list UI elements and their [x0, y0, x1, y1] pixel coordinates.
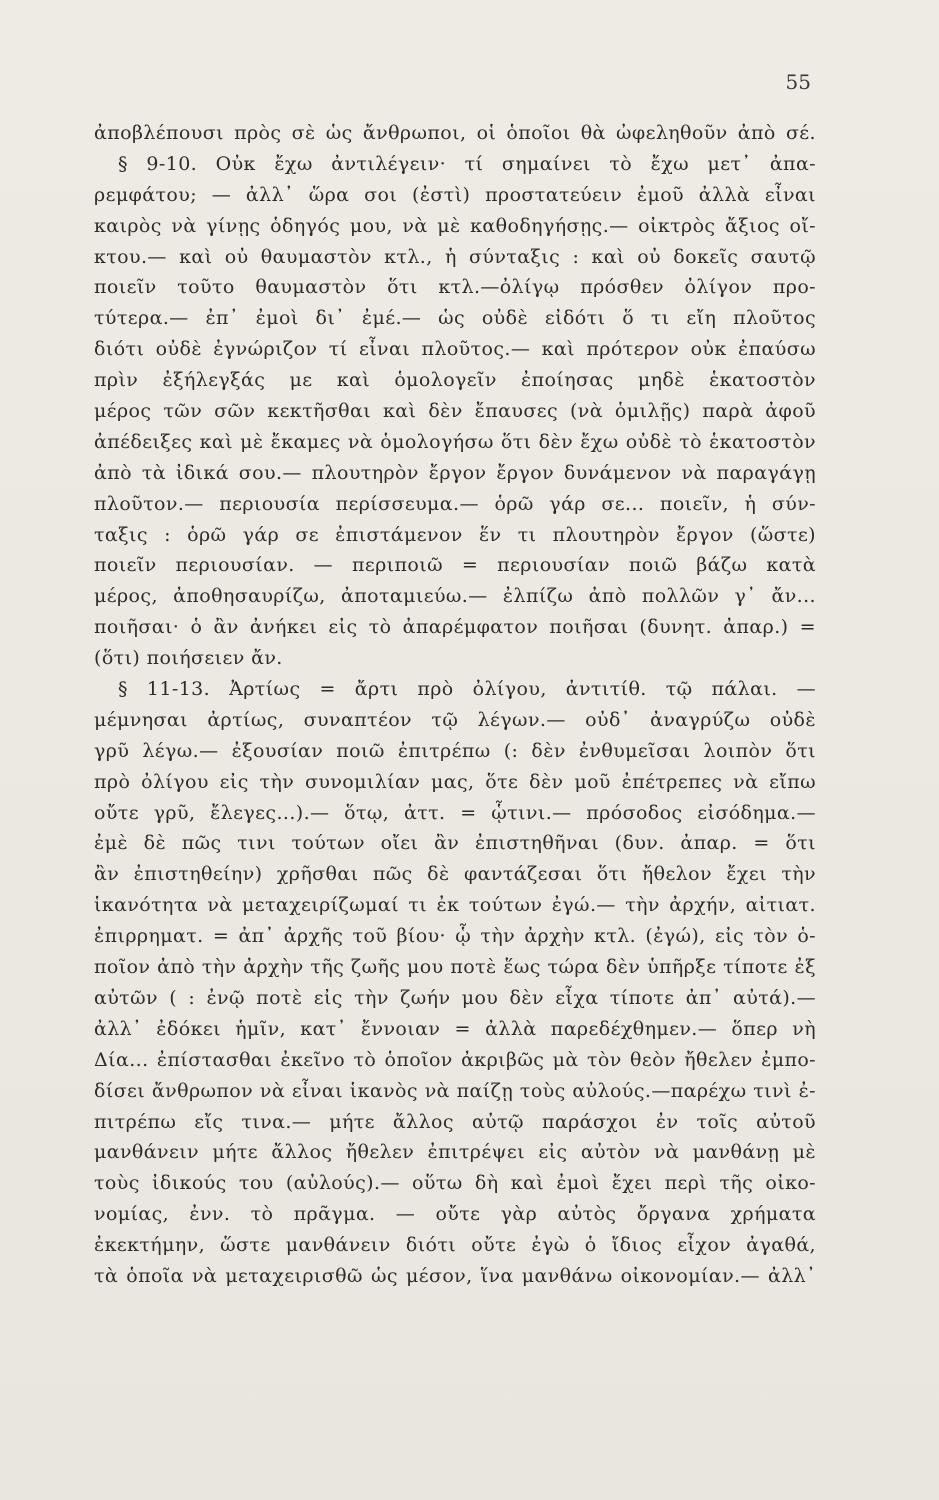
text-line: νομίας, ἐνν. τὸ πρᾶγμα. — οὔτε γὰρ αὐτὸς ὄργανα χρήματα	[94, 1203, 816, 1226]
text-line: πρὸ ὀλίγου εἰς τὴν συνομιλίαν μας, ὅτε δὲν μοῦ ἐπέτρεπες νὰ εἴπω	[94, 770, 816, 793]
text-line: αὐτῶν ( : ἐνῷ ποτὲ εἰς τὴν ζωήν μου δὲν εἶχα τίποτε ἀπ᾽ αὐτά).—	[94, 986, 816, 1009]
text-line: ἐκεκτήμην, ὥστε μανθάνειν διότι οὔτε ἐγὼ ὁ ἴδιος εἶχον ἀγαθά,	[94, 1234, 816, 1257]
text-line: ἀποβλέπουσι πρὸς σὲ ὡς ἄνθρωποι, οἱ ὁποῖοι θὰ ὠφεληθοῦν ἀπὸ σέ.	[94, 122, 816, 144]
text-line: δίσει ἄνθρωπον νὰ εἶναι ἱκανὸς νὰ παίζῃ τοὺς αὐλούς.—παρέχω τινὶ ἐ-	[94, 1079, 816, 1102]
text-line: ποιεῖν περιουσίαν. — περιποιῶ = περιουσίαν ποιῶ βάζω κατὰ	[94, 554, 816, 577]
commentary-text	[94, 118, 816, 1292]
text-line: ποῖον ἀπὸ τὴν ἀρχὴν τῆς ζωῆς μου ποτὲ ἕως τώρα δὲν ὑπῆρξε τίποτε ἐξ	[94, 956, 816, 979]
text-line: τύτερα.— ἐπ᾽ ἐμοὶ δι᾽ ἐμέ.— ὡς οὐδὲ εἰδότι ὅ τι εἴη πλοῦτος	[94, 307, 816, 330]
text-line: πλοῦτον.— περιουσία περίσσευμα.— ὁρῶ γάρ σε... ποιεῖν, ἡ σύν-	[94, 492, 816, 515]
text-line: μέρος τῶν σῶν κεκτῆσθαι καὶ δὲν ἔπαυσες (νὰ ὁμιλῇς) παρὰ ἀφοῦ	[94, 400, 816, 423]
text-line: τοὺς ἰδικούς του (αὐλούς).— οὕτω δὴ καὶ ἐμοὶ ἔχει περὶ τῆς οἰκο-	[94, 1172, 816, 1195]
text-line: ἐμὲ δὲ πῶς τινι τούτων οἴει ἂν ἐπιστηθῆναι (δυν. ἀπαρ. = ὅτι	[94, 832, 816, 855]
text-line: § 9-10. Οὐκ ἔχω ἀντιλέγειν· τί σημαίνει τὸ ἔχω μετ᾽ ἀπα-	[118, 152, 816, 175]
text-line: πιτρέπω εἴς τινα.— μήτε ἄλλος αὐτῷ παράσχοι ἐν τοῖς αὐτοῦ	[94, 1110, 816, 1133]
text-line: § 11-13. Ἀρτίως = ἄρτι πρὸ ὀλίγου, ἀντιτίθ. τῷ πάλαι. —	[118, 678, 816, 701]
text-line: ποιεῖν τοῦτο θαυμαστὸν ὅτι κτλ.—ὀλίγῳ πρόσθεν ὀλίγον προ-	[94, 276, 816, 299]
text-line: κτου.— καὶ οὐ θαυμαστὸν κτλ., ἡ σύνταξις : καὶ οὐ δοκεῖς σαυτῷ	[94, 245, 816, 268]
text-line: ἀπέδειξες καὶ μὲ ἔκαμες νὰ ὁμολογήσω ὅτι δὲν ἔχω οὐδὲ τὸ ἑκατοστὸν	[94, 430, 816, 453]
text-line: καιρὸς νὰ γίνῃς ὁδηγός μου, νὰ μὲ καθοδηγήσῃς.— οἰκτρὸς ἄξιος οἴ-	[94, 214, 816, 237]
text-line: οὔτε γρῦ, ἔλεγες...).— ὅτῳ, ἀττ. = ᾧτινι.— πρόσοδος εἰσόδημα.—	[94, 801, 816, 824]
text-line: (ὅτι) ποιήσειεν ἄν.	[94, 647, 283, 670]
text-line: ἀπὸ τὰ ἰδικά σου.— πλουτηρὸν ἔργον ἔργον δυνάμενον νὰ παραγάγῃ	[94, 461, 816, 484]
text-line: ἱκανότητα νὰ μεταχειρίζωμαί τι ἐκ τούτων ἐγώ.— τὴν ἀρχήν, αἰτιατ.	[94, 894, 816, 917]
text-line: ἂν ἐπιστηθείην) χρῆσθαι πῶς δὲ φαντάζεσαι ὅτι ἤθελον ἔχει τὴν	[94, 863, 816, 886]
text-line: ταξις : ὁρῶ γάρ σε ἐπιστάμενον ἕν τι πλουτηρὸν ἔργον (ὥστε)	[94, 523, 816, 546]
text-line: Δία... ἐπίστασθαι ἐκεῖνο τὸ ὁποῖον ἀκριβῶς μὰ τὸν θεὸν ἤθελεν ἐμπο-	[94, 1048, 816, 1071]
text-line: ποιῆσαι· ὁ ἂν ἀνήκει εἰς τὸ ἀπαρέμφατον ποιῆσαι (δυνητ. ἀπαρ.) =	[94, 616, 816, 639]
text-line: μέμνησαι ἀρτίως, συναπτέον τῷ λέγων.— οὐδ᾽ ἀναγρύζω οὐδὲ	[94, 708, 816, 731]
text-line: ἐπιρρηματ. = ἀπ᾽ ἀρχῆς τοῦ βίου· ᾧ τὴν ἀρχὴν κτλ. (ἐγώ), εἰς τὸν ὁ-	[94, 925, 816, 948]
text-line: τὰ ὁποῖα νὰ μεταχειρισθῶ ὡς μέσον, ἵνα μανθάνω οἰκονομίαν.— ἀλλ᾽	[94, 1264, 816, 1287]
page-number: 55	[785, 70, 811, 94]
text-line: πρὶν ἐξήλεγξάς με καὶ ὁμολογεῖν ἐποίησας μηδὲ ἑκατοστὸν	[94, 369, 816, 392]
text-line: μανθάνειν μήτε ἄλλος ἤθελεν ἐπιτρέψει εἰς αὐτὸν νὰ μανθάνῃ μὲ	[94, 1141, 816, 1164]
text-line: ἀλλ᾽ ἐδόκει ἡμῖν, κατ᾽ ἔννοιαν = ἀλλὰ παρεδέχθημεν.— ὅπερ νὴ	[94, 1017, 816, 1040]
text-line: μέρος, ἀποθησαυρίζω, ἀποταμιεύω.— ἐλπίζω ἀπὸ πολλῶν γ᾽ ἄν...	[94, 585, 816, 608]
text-line: διότι οὐδὲ ἐγνώριζον τί εἶναι πλοῦτος.— καὶ πρότερον οὐκ ἐπαύσω	[94, 338, 816, 361]
text-line: γρῦ λέγω.— ἐξουσίαν ποιῶ ἐπιτρέπω (: δὲν ἐνθυμεῖσαι λοιπὸν ὅτι	[94, 739, 816, 762]
text-line: ρεμφάτου; — ἀλλ᾽ ὥρα σοι (ἐστὶ) προστατεύειν ἐμοῦ ἀλλὰ εἶναι	[94, 183, 816, 206]
